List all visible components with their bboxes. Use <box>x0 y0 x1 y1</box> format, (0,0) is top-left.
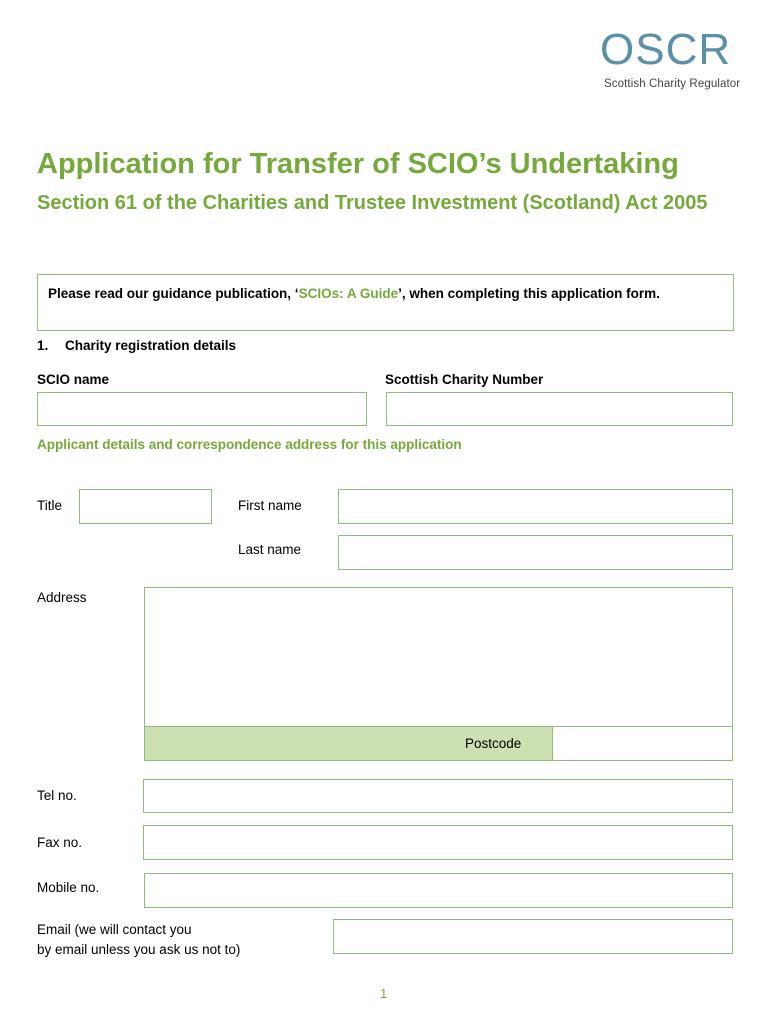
notice-text-before: Please read our guidance publication, ‘ <box>48 286 299 301</box>
applicant-heading: Applicant details and correspondence address for this application <box>37 437 462 452</box>
title-label: Title <box>37 498 63 513</box>
postcode-label: Postcode <box>465 736 522 751</box>
tel-field[interactable] <box>143 779 733 813</box>
page-number: 1 <box>380 986 388 1001</box>
mobile-field[interactable] <box>144 873 733 908</box>
email-label <box>37 920 240 960</box>
notice-text-after: ’, when completing this application form. <box>398 286 660 301</box>
first-name-label: First name <box>238 498 302 513</box>
scio-name-field[interactable] <box>37 392 367 426</box>
fax-label: Fax no. <box>37 835 83 850</box>
email-field[interactable] <box>333 919 733 954</box>
logo-tagline: Scottish Charity Regulator <box>604 78 741 90</box>
oscr-logo: OSCR <box>600 25 732 74</box>
fax-field[interactable] <box>143 825 733 860</box>
title-field[interactable] <box>79 489 212 524</box>
tel-label: Tel no. <box>37 788 77 803</box>
first-name-field[interactable] <box>338 489 733 524</box>
email-label-line1: Email (we will contact you <box>37 922 192 937</box>
address-label: Address <box>37 590 87 605</box>
last-name-field[interactable] <box>338 535 733 570</box>
section-title: Charity registration details <box>65 338 237 353</box>
postcode-field[interactable] <box>552 726 733 761</box>
email-label-line2: by email unless you ask us not to) <box>37 942 241 957</box>
guidance-notice <box>37 274 734 331</box>
scio-name-label: SCIO name <box>37 372 110 387</box>
page-subtitle: Section 61 of the Charities and Trustee Investment (Scotland) Act 2005 <box>37 192 708 214</box>
charity-number-field[interactable] <box>386 392 733 426</box>
mobile-label: Mobile no. <box>37 880 100 895</box>
last-name-label: Last name <box>238 542 302 557</box>
page-title: Application for Transfer of SCIO’s Undertaking <box>37 148 679 180</box>
section-number: 1. <box>37 338 49 353</box>
guidance-link[interactable]: SCIOs: A Guide <box>298 286 399 301</box>
charity-number-label: Scottish Charity Number <box>385 372 544 387</box>
section-heading <box>37 338 236 353</box>
